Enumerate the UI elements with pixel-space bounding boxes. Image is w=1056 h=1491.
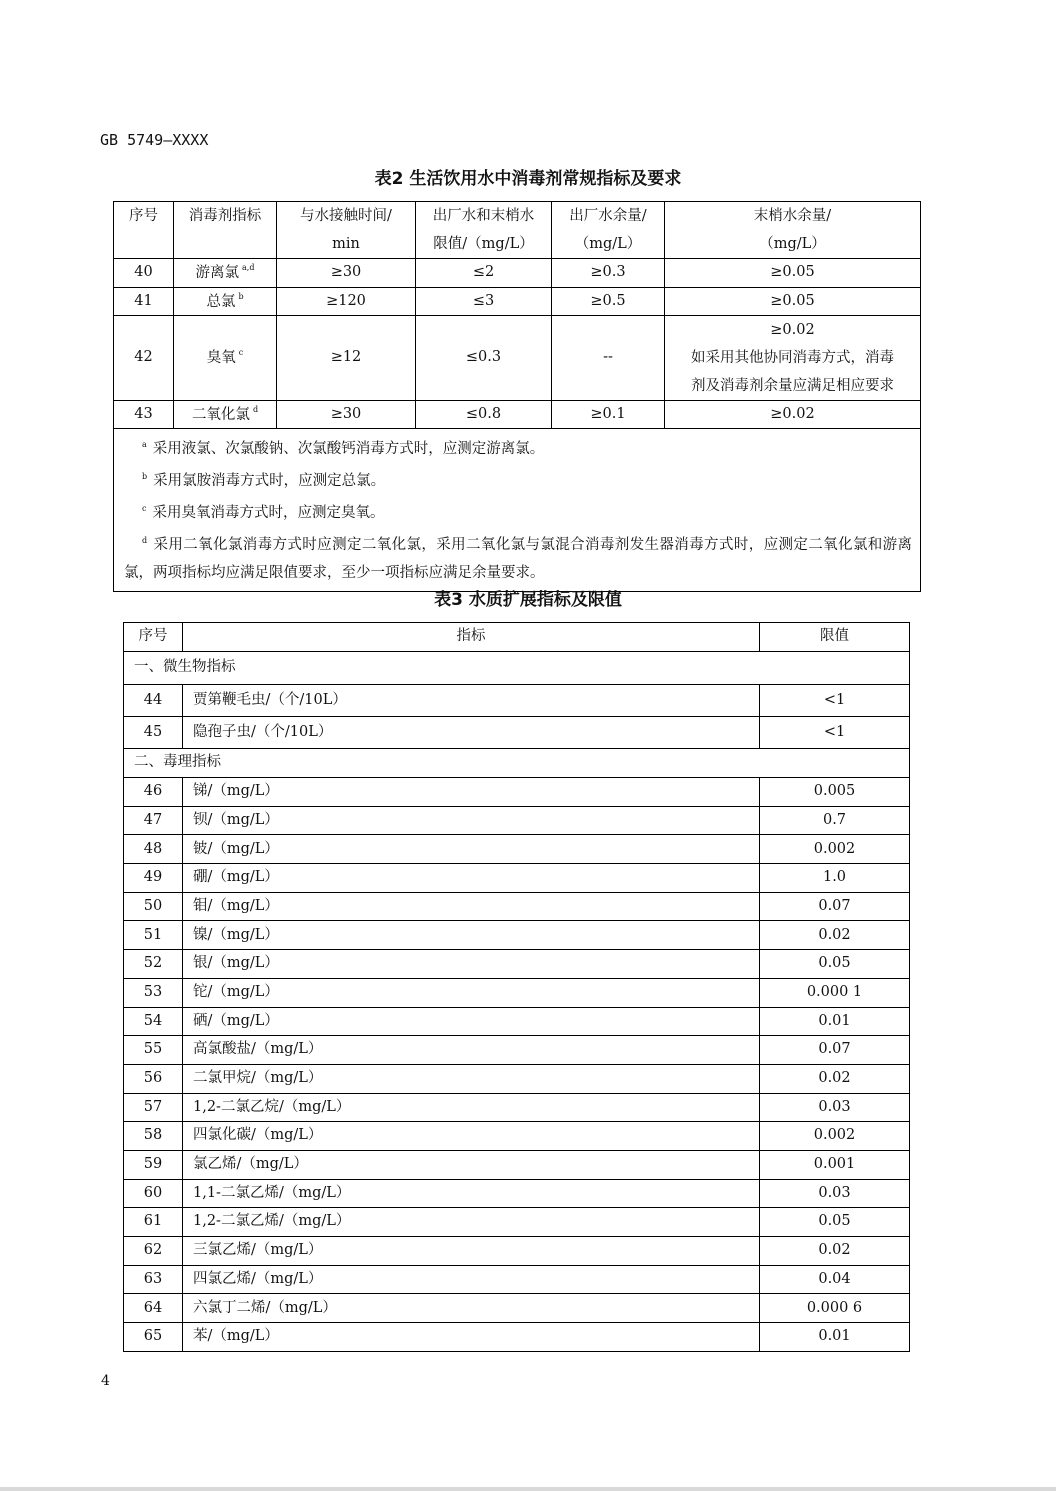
row-limit: 0.02	[760, 921, 910, 950]
row-limit: ≤0.3	[416, 316, 552, 401]
row-no: 44	[124, 685, 183, 717]
row-tap: ≥0.02 如采用其他协同消毒方式，消毒 剂及消毒剂余量应满足相应要求	[665, 316, 921, 401]
row-name: 硼/（mg/L）	[183, 864, 760, 893]
row-name: 锑/（mg/L）	[183, 778, 760, 807]
table-row	[114, 259, 921, 288]
row-contact: ≥30	[277, 259, 416, 288]
row-limit: 1.0	[760, 864, 910, 893]
standard-code: GB 5749—XXXX	[100, 131, 209, 149]
table-row	[124, 1150, 910, 1179]
row-no: 63	[124, 1265, 183, 1294]
header-limit: 出厂水和末梢水 限值/（mg/L）	[416, 202, 552, 259]
row-no: 64	[124, 1294, 183, 1323]
row-limit: 0.02	[760, 1064, 910, 1093]
toxicological-rows	[124, 778, 910, 1352]
footnote-c: $^c$ 采用臭氧消毒方式时，应测定臭氧。	[142, 504, 385, 521]
row-no: 61	[124, 1208, 183, 1237]
table-row	[124, 921, 910, 950]
row-contact: ≥12	[277, 316, 416, 401]
row-limit: 0.03	[760, 1179, 910, 1208]
row-limit: 0.01	[760, 1007, 910, 1036]
row-name: 钡/（mg/L）	[183, 806, 760, 835]
row-no: 51	[124, 921, 183, 950]
table-row	[124, 892, 910, 921]
row-name: 铊/（mg/L）	[183, 978, 760, 1007]
header-indicator: 指标	[183, 623, 760, 652]
table2-disinfectant-indicators	[113, 201, 921, 592]
page-bottom-divider	[0, 1487, 1056, 1491]
table-row	[124, 1265, 910, 1294]
row-limit: ≤3	[416, 288, 552, 316]
row-no: 55	[124, 1036, 183, 1065]
section-title: 二、毒理指标	[124, 749, 910, 778]
header-name: 消毒剂指标	[174, 202, 277, 259]
footnote-b: $^b$ 采用氯胺消毒方式时，应测定总氯。	[142, 472, 386, 489]
row-name: 四氯乙烯/（mg/L）	[183, 1265, 760, 1294]
row-name: 臭氧 $^c$	[174, 316, 277, 401]
row-contact: ≥30	[277, 401, 416, 429]
header-tap-residual: 末梢水余量/ （mg/L）	[665, 202, 921, 259]
row-limit: 0.002	[760, 1122, 910, 1151]
table-row	[114, 316, 921, 401]
table-row	[114, 401, 921, 429]
row-name: 钼/（mg/L）	[183, 892, 760, 921]
section-title: 一、微生物指标	[124, 652, 910, 685]
row-name: 二氧化氯 $^d$	[174, 401, 277, 429]
row-no: 54	[124, 1007, 183, 1036]
table-row	[124, 978, 910, 1007]
row-no: 62	[124, 1237, 183, 1266]
row-limit: 0.02	[760, 1237, 910, 1266]
row-no: 48	[124, 835, 183, 864]
table2-notes	[114, 429, 921, 592]
row-name: 三氯乙烯/（mg/L）	[183, 1237, 760, 1266]
table-row	[124, 1179, 910, 1208]
row-limit: 0.000 6	[760, 1294, 910, 1323]
row-name: 隐孢子虫/（个/10L）	[183, 717, 760, 749]
row-tap: ≥0.05	[665, 288, 921, 316]
table3-header-row	[124, 623, 910, 652]
row-no: 40	[114, 259, 174, 288]
table2-header-row	[114, 202, 921, 259]
row-factory: --	[552, 316, 665, 401]
row-no: 57	[124, 1093, 183, 1122]
row-limit: ≤2	[416, 259, 552, 288]
row-limit: 0.05	[760, 1208, 910, 1237]
row-no: 53	[124, 978, 183, 1007]
footnote-d: $^d$ 采用二氧化氯消毒方式时应测定二氧化氯，采用二氧化氯与氯混合消毒剂发生器消毒方式时，应测定二氧化氯和游离氯，两项指标均应满足限值要求，至少一项指标应满足余量要求。	[124, 536, 912, 581]
table-row	[124, 1064, 910, 1093]
page-number: 4	[101, 1373, 110, 1389]
row-no: 59	[124, 1150, 183, 1179]
row-factory: ≥0.5	[552, 288, 665, 316]
table-row	[124, 685, 910, 717]
row-limit: 0.03	[760, 1093, 910, 1122]
table-row	[124, 1093, 910, 1122]
row-name: 铍/（mg/L）	[183, 835, 760, 864]
row-limit: 0.05	[760, 950, 910, 979]
row-no: 49	[124, 864, 183, 893]
row-limit: 0.002	[760, 835, 910, 864]
row-limit: ≤0.8	[416, 401, 552, 429]
row-name: 四氯化碳/（mg/L）	[183, 1122, 760, 1151]
table-row	[124, 1237, 910, 1266]
row-no: 65	[124, 1323, 183, 1352]
header-contact-time: 与水接触时间/ min	[277, 202, 416, 259]
row-name: 硒/（mg/L）	[183, 1007, 760, 1036]
table-row	[124, 864, 910, 893]
row-no: 42	[114, 316, 174, 401]
row-limit: <1	[760, 685, 910, 717]
table-row	[124, 1208, 910, 1237]
row-name: 总氯 $^b$	[174, 288, 277, 316]
row-name: 银/（mg/L）	[183, 950, 760, 979]
row-no: 46	[124, 778, 183, 807]
row-limit: 0.005	[760, 778, 910, 807]
row-limit: 0.000 1	[760, 978, 910, 1007]
row-limit: <1	[760, 717, 910, 749]
table-row	[124, 1323, 910, 1352]
row-name: 苯/（mg/L）	[183, 1323, 760, 1352]
row-contact: ≥120	[277, 288, 416, 316]
table-row	[124, 1007, 910, 1036]
row-name: 氯乙烯/（mg/L）	[183, 1150, 760, 1179]
table-row	[124, 950, 910, 979]
header-factory-residual: 出厂水余量/ （mg/L）	[552, 202, 665, 259]
row-factory: ≥0.1	[552, 401, 665, 429]
table-row	[114, 288, 921, 316]
row-tap: ≥0.02	[665, 401, 921, 429]
table-row	[124, 835, 910, 864]
row-name: 1,2-二氯乙烷/（mg/L）	[183, 1093, 760, 1122]
header-no: 序号	[124, 623, 183, 652]
table-row	[124, 806, 910, 835]
row-no: 52	[124, 950, 183, 979]
row-name: 镍/（mg/L）	[183, 921, 760, 950]
row-no: 47	[124, 806, 183, 835]
row-factory: ≥0.3	[552, 259, 665, 288]
table-row	[124, 1122, 910, 1151]
row-limit: 0.01	[760, 1323, 910, 1352]
table2-caption: 表2 生活饮用水中消毒剂常规指标及要求	[374, 169, 682, 189]
footnotes	[114, 429, 921, 592]
row-limit: 0.001	[760, 1150, 910, 1179]
row-name: 1,2-二氯乙烯/（mg/L）	[183, 1208, 760, 1237]
table-row	[124, 717, 910, 749]
row-name: 六氯丁二烯/（mg/L）	[183, 1294, 760, 1323]
table3-extended-indicators	[123, 622, 910, 1352]
row-no: 60	[124, 1179, 183, 1208]
row-no: 45	[124, 717, 183, 749]
row-limit: 0.07	[760, 1036, 910, 1065]
section-row-toxicological	[124, 749, 910, 778]
row-name: 贾第鞭毛虫/（个/10L）	[183, 685, 760, 717]
row-tap: ≥0.05	[665, 259, 921, 288]
table-row	[124, 1036, 910, 1065]
section-row-microbial	[124, 652, 910, 685]
footnote-a: $^a$ 采用液氯、次氯酸钠、次氯酸钙消毒方式时，应测定游离氯。	[142, 440, 545, 457]
header-no: 序号	[114, 202, 174, 259]
row-name: 二氯甲烷/（mg/L）	[183, 1064, 760, 1093]
row-no: 56	[124, 1064, 183, 1093]
row-name: 1,1-二氯乙烯/（mg/L）	[183, 1179, 760, 1208]
table-row	[124, 1294, 910, 1323]
row-no: 50	[124, 892, 183, 921]
row-no: 41	[114, 288, 174, 316]
row-name: 游离氯 $^{a,d}$	[174, 259, 277, 288]
row-name: 高氯酸盐/（mg/L）	[183, 1036, 760, 1065]
row-limit: 0.07	[760, 892, 910, 921]
table3-caption: 表3 水质扩展指标及限值	[434, 590, 622, 610]
header-limit: 限值	[760, 623, 910, 652]
row-no: 58	[124, 1122, 183, 1151]
row-limit: 0.7	[760, 806, 910, 835]
row-no: 43	[114, 401, 174, 429]
table-row	[124, 778, 910, 807]
row-limit: 0.04	[760, 1265, 910, 1294]
